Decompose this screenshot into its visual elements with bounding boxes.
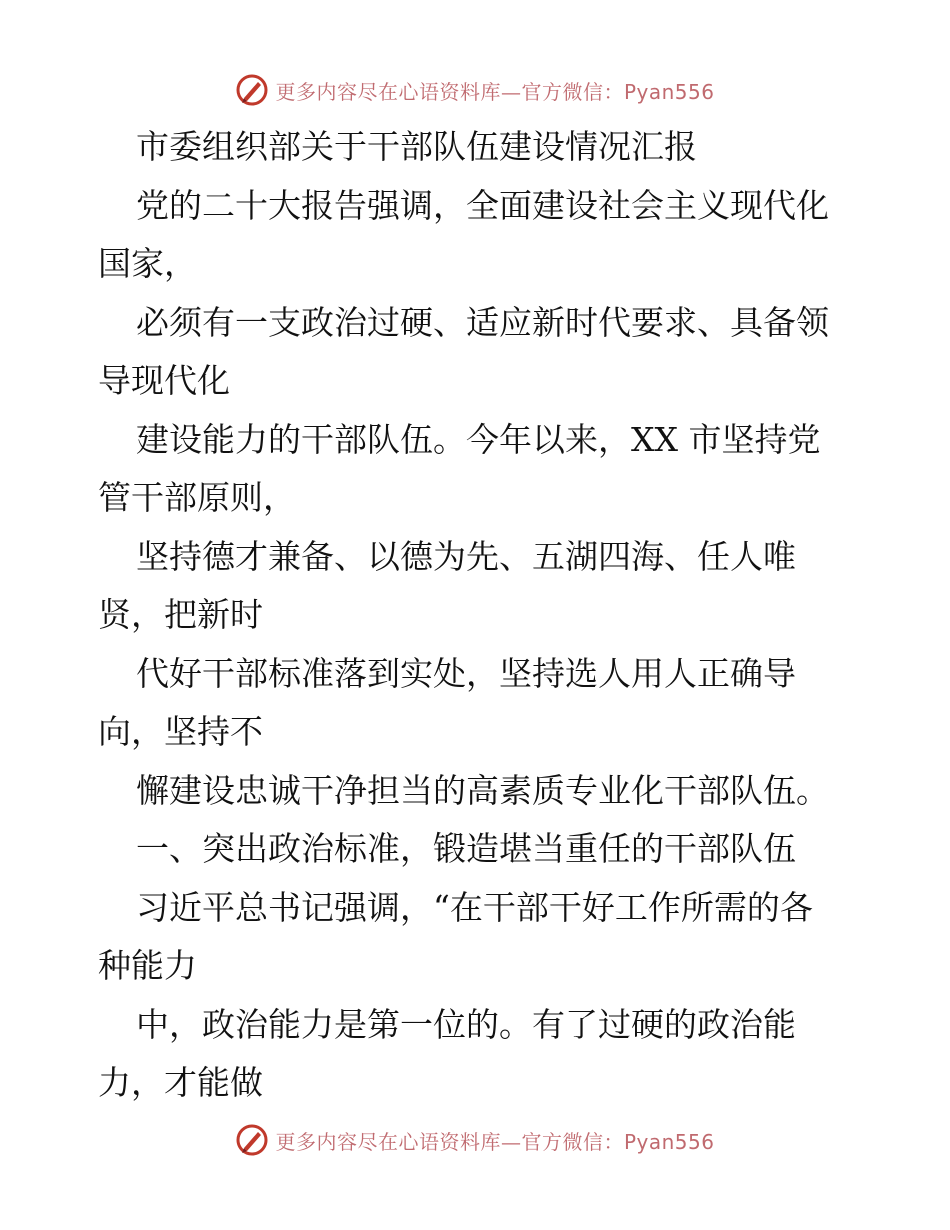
document-body	[98, 118, 858, 1113]
paragraph-line: 必须有一支政治过硬、适应新时代要求、具备领	[136, 302, 829, 342]
paragraph-line: 建设能力的干部队伍。今年以来，XX 市坚持党	[136, 419, 821, 459]
paragraph-line: 习近平总书记强调，“在干部干好工作所需的各	[136, 887, 813, 927]
watermark-text	[275, 76, 714, 105]
watermark-site-text: 更多内容尽在心语资料库	[275, 79, 501, 104]
paragraph-line: 贤，把新时	[98, 595, 263, 634]
watermark-text	[275, 1126, 714, 1155]
paragraph-line: 中，政治能力是第一位的。有了过硬的政治能	[136, 1004, 796, 1044]
paragraph-line: 管干部原则，	[98, 478, 296, 517]
paragraph-line: 向，坚持不	[98, 712, 263, 751]
pen-logo-icon	[235, 73, 269, 107]
paragraph-line: 党的二十大报告强调，全面建设社会主义现代化	[136, 185, 829, 225]
section-heading: 一、突出政治标准，锻造堪当重任的干部队伍	[136, 829, 796, 868]
document-title: 市委组织部关于干部队伍建设情况汇报	[136, 127, 697, 166]
paragraph-line: 种能力	[98, 946, 197, 985]
watermark-wechat-text: 官方微信：Pyan556	[521, 79, 715, 104]
paragraph-line: 力，才能做	[98, 1063, 263, 1102]
paragraph-line: 坚持德才兼备、以德为先、五湖四海、任人唯	[136, 536, 796, 576]
watermark-site-text: 更多内容尽在心语资料库	[275, 1129, 501, 1154]
paragraph-line: 懈建设忠诚干净担当的高素质专业化干部队伍。	[136, 770, 829, 810]
watermark-wechat-text: 官方微信：Pyan556	[521, 1129, 715, 1154]
paragraph-line: 国家，	[98, 244, 197, 283]
watermark-dash: —	[500, 1129, 522, 1154]
header-watermark	[0, 70, 950, 110]
watermark-dash: —	[500, 79, 522, 104]
footer-watermark	[0, 1120, 950, 1160]
paragraph-line: 代好干部标准落到实处，坚持选人用人正确导	[136, 653, 796, 693]
paragraph-line: 导现代化	[98, 361, 230, 400]
pen-logo-icon	[235, 1123, 269, 1157]
